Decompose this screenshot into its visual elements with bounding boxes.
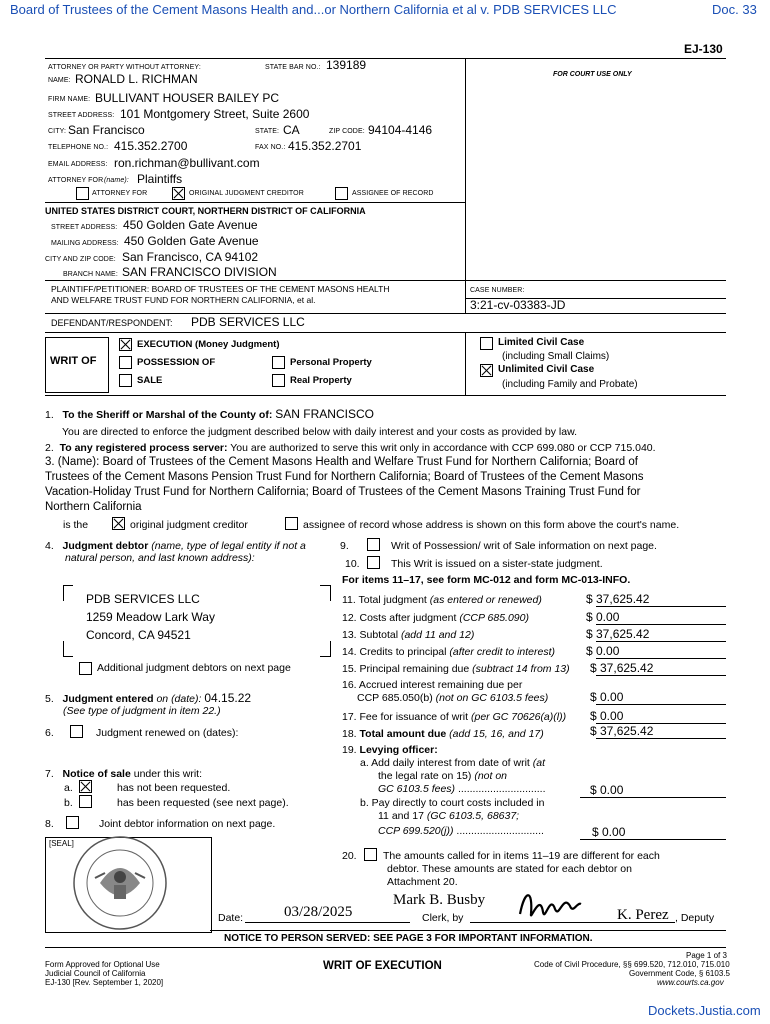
top-rule xyxy=(45,58,726,59)
item-19b-text2: 11 and 17 xyxy=(378,810,424,822)
item-13-line xyxy=(596,641,726,642)
attorney-label: ATTORNEY OR PARTY WITHOUT ATTORNEY: xyxy=(48,64,201,71)
item-10-text: This Writ is issued on a sister-state judgment. xyxy=(391,558,603,570)
item-16-line1: 16. Accrued interest remaining due per xyxy=(342,679,523,691)
bracket-br-v xyxy=(330,641,331,657)
attorney-state: CA xyxy=(283,123,300,137)
item-9-num: 9. xyxy=(340,540,349,552)
item-9-text: Writ of Possession/ writ of Sale information on next page. xyxy=(391,540,657,552)
item-7b-text: has been requested (see next page). xyxy=(117,797,289,809)
date-line xyxy=(245,922,410,923)
item-7a-text: has not been requested. xyxy=(117,782,231,794)
item-17 xyxy=(342,711,566,723)
bracket-tr-v xyxy=(330,585,331,601)
item-2-num: 2. xyxy=(45,442,54,454)
item-19-label: Levying officer: xyxy=(359,744,438,756)
item-19a-underline xyxy=(580,797,726,798)
court-mailing-label: MAILING ADDRESS: xyxy=(51,240,119,247)
item-14-desc: (after credit to interest) xyxy=(449,646,556,658)
debtor-name: PDB SERVICES LLC xyxy=(86,592,200,606)
item-12-value: $ 0.00 xyxy=(586,610,620,624)
bracket-tl-v xyxy=(63,585,64,601)
item-19 xyxy=(342,744,438,756)
street-label: STREET ADDRESS: xyxy=(48,112,115,119)
item-19a-text1-i: (at xyxy=(532,757,546,769)
item-7-num: 7. xyxy=(45,768,54,780)
item-19b-value: $ 0.00 xyxy=(592,825,626,839)
court-city-label: CITY AND ZIP CODE: xyxy=(45,256,116,263)
item-5-label: Judgment entered xyxy=(62,693,154,705)
item-11-line xyxy=(596,606,726,607)
item-14-line xyxy=(596,658,726,659)
bar-number: 139189 xyxy=(326,58,367,72)
opt-original-label: ORIGINAL JUDGMENT CREDITOR xyxy=(189,190,304,197)
limited-civil-checkbox[interactable] xyxy=(480,337,493,350)
defendant-label: DEFENDANT/RESPONDENT: xyxy=(51,318,173,328)
court-use-label: FOR COURT USE ONLY xyxy=(553,71,632,78)
case-number-label: CASE NUMBER: xyxy=(470,287,525,294)
notice-requested-checkbox[interactable] xyxy=(79,795,92,808)
personal-property-label: Personal Property xyxy=(290,357,372,368)
firm-label: FIRM NAME: xyxy=(48,96,91,103)
item-5-num: 5. xyxy=(45,693,54,705)
item-18-num: 18. xyxy=(342,728,357,740)
rule-court-bottom xyxy=(45,280,726,281)
plaintiff-line1 xyxy=(51,284,390,294)
assignee-item3-label: assignee of record whose address is shown on this form above the court's name. xyxy=(303,519,680,531)
item-4-desc2: natural person, and last known address): xyxy=(65,552,255,564)
joint-debtor-checkbox[interactable] xyxy=(66,816,79,829)
clerk-name: Mark B. Busby xyxy=(393,892,486,908)
attorney-fax: 415.352.2701 xyxy=(288,139,362,153)
amounts-different-checkbox[interactable] xyxy=(364,848,377,861)
item-2-label: To any registered process server: xyxy=(59,442,228,454)
notice-text: NOTICE TO PERSON SERVED: SEE PAGE 3 FOR IMPORTANT INFORMATION. xyxy=(224,933,593,944)
item-19a-text3: GC 6103.5 fees) xyxy=(378,783,456,795)
real-property-label: Real Property xyxy=(290,375,352,386)
original-creditor-checkbox[interactable] xyxy=(172,187,185,200)
item-19b-line1: b. Pay directly to court costs included in xyxy=(360,797,545,809)
item-1-label: To the Sheriff or Marshal of the County of: xyxy=(62,409,273,421)
state-label: STATE: xyxy=(255,128,280,135)
court-title: UNITED STATES DISTRICT COURT, NORTHERN DISTRICT OF CALIFORNIA xyxy=(45,206,366,216)
item-19b-text2-i: (GC 6103.5, 68637; xyxy=(426,810,520,822)
clerk-by-label: Clerk, by xyxy=(422,912,464,924)
item-17-desc: (per GC 70626(a)(l)) xyxy=(470,711,567,723)
document-number[interactable]: Doc. 33 xyxy=(712,2,757,17)
item-15-label: 15. Principal remaining due xyxy=(342,663,470,675)
item-15-desc: (subtract 14 from 13) xyxy=(472,663,570,675)
item-17-label: 17. Fee for issuance of writ xyxy=(342,711,469,723)
item-19a-dots: .............................. xyxy=(457,783,546,795)
case-number: 3:21-cv-03383-JD xyxy=(470,298,566,312)
item-2-text: You are authorized to serve this writ only in accordance with CCP 699.080 or CCP 715.040. xyxy=(230,442,656,454)
notice-not-requested-checkbox[interactable] xyxy=(79,780,92,793)
item-19b-line2 xyxy=(378,810,519,822)
item-13 xyxy=(342,629,474,641)
email-label: EMAIL ADDRESS: xyxy=(48,161,108,168)
footer-title: WRIT OF EXECUTION xyxy=(323,960,442,972)
item-20-line1: The amounts called for in items 11–19 are different for each xyxy=(383,850,660,862)
item-20-line3: Attachment 20. xyxy=(387,876,458,888)
footer-left-2: Judicial Council of California xyxy=(45,969,146,978)
item-11-desc: (as entered or renewed) xyxy=(429,594,542,606)
item-19a-text2-i: (not on xyxy=(474,770,508,782)
item-1 xyxy=(45,407,374,421)
item-16-underline xyxy=(596,704,726,705)
court-use-divider xyxy=(465,58,466,313)
item-4-desc1: (name, type of legal entity if not a xyxy=(151,540,306,552)
real-property-checkbox[interactable] xyxy=(272,374,285,387)
item-12-label: 12. Costs after judgment xyxy=(342,612,457,624)
item-14 xyxy=(342,646,555,658)
item-5 xyxy=(45,691,251,705)
form-id: EJ-130 xyxy=(684,42,723,56)
item-19a-line1 xyxy=(360,757,545,769)
attorney-for-checkbox[interactable] xyxy=(76,187,89,200)
unlimited-civil-sub: (including Family and Probate) xyxy=(502,379,638,390)
rule-writ-bottom xyxy=(45,395,726,396)
sister-state-checkbox[interactable] xyxy=(367,556,380,569)
writ-divider xyxy=(465,332,466,395)
court-street: 450 Golden Gate Avenue xyxy=(123,218,258,232)
footer-right-3: www.courts.ca.gov xyxy=(657,978,724,987)
item-12-desc: (CCP 685.090) xyxy=(459,612,529,624)
zip-label: ZIP CODE: xyxy=(329,128,365,135)
court-mailing: 450 Golden Gate Avenue xyxy=(124,234,259,248)
item-4-label: Judgment debtor xyxy=(62,540,149,552)
court-branch-label: BRANCH NAME: xyxy=(63,271,118,278)
limited-civil-label: Limited Civil Case xyxy=(498,337,585,348)
page-header-title[interactable]: Board of Trustees of the Cement Masons Health and...or Northern California et al v. PDB SERVICES LLC xyxy=(10,2,617,17)
attorney-for-name-label: (name): xyxy=(104,177,129,184)
opt-attorney-label: ATTORNEY FOR xyxy=(92,190,148,197)
item-15-value: $ 37,625.42 xyxy=(590,661,654,675)
item-16-desc: (not on GC 6103.5 fees) xyxy=(435,692,549,704)
item-6-num: 6. xyxy=(45,727,54,739)
item-20-line2: debtor. These amounts are stated for each debtor on xyxy=(387,863,632,875)
bracket-tr-h xyxy=(320,585,330,586)
item-18-label: Total amount due xyxy=(359,728,447,740)
notice-rule xyxy=(210,930,726,931)
debtor-city: Concord, CA 94521 xyxy=(86,628,191,642)
attorney-street: 101 Montgomery Street, Suite 2600 xyxy=(120,107,310,121)
item-10-num: 10. xyxy=(345,558,360,570)
footer-left-1: Form Approved for Optional Use xyxy=(45,960,160,969)
rule-attorney-bottom xyxy=(45,202,465,203)
item-19b-text3: CCP 699.520(j)) xyxy=(378,825,454,837)
item-11-value: $ 37,625.42 xyxy=(586,592,650,606)
date-label: Date: xyxy=(218,912,244,924)
plaintiff-name-1: BOARD OF TRUSTEES OF THE CEMENT MASONS HEALTH xyxy=(151,284,390,294)
attorney-for-name: Plaintiffs xyxy=(137,172,183,186)
item-18-desc: (add 15, 16, and 17) xyxy=(449,728,544,740)
plaintiff-name-2: AND WELFARE TRUST FUND FOR NORTHERN CALIFORNIA, et al. xyxy=(51,295,316,305)
possession-label: POSSESSION OF xyxy=(137,357,216,368)
item-7 xyxy=(45,768,202,780)
item-13-value: $ 37,625.42 xyxy=(586,627,650,641)
item-15-line xyxy=(596,675,726,676)
execution-label: EXECUTION (Money Judgment) xyxy=(137,339,280,350)
sale-label: SALE xyxy=(137,375,163,386)
attorney-tel: 415.352.2700 xyxy=(114,139,188,153)
item-19a-text2: the legal rate on 15) xyxy=(378,770,472,782)
attorney-zip: 94104-4146 xyxy=(368,123,433,137)
item-11 xyxy=(342,594,542,606)
defendant-name: PDB SERVICES LLC xyxy=(191,315,305,329)
seal-label: [SEAL] xyxy=(49,839,74,848)
judgment-date: 04.15.22 xyxy=(204,691,252,705)
item-8-text: Joint debtor information on next page. xyxy=(99,818,276,830)
item-4-num: 4. xyxy=(45,540,54,552)
footer-left-3: EJ-130 [Rev. September 1, 2020] xyxy=(45,978,164,987)
item-11-label: 11. Total judgment xyxy=(342,594,427,606)
name-label: NAME: xyxy=(48,77,71,84)
footer-page: Page 1 of 3 xyxy=(686,951,727,960)
bracket-bl-v xyxy=(63,641,64,657)
item-16-line2 xyxy=(357,692,548,704)
item-20-num: 20. xyxy=(342,850,357,862)
item-18-value: $ 37,625.42 xyxy=(590,724,654,738)
footer-right-1: Code of Civil Procedure, §§ 699.520, 712.010, 715.010 xyxy=(534,960,730,969)
item-14-value: $ 0.00 xyxy=(586,644,620,658)
court-street-label: STREET ADDRESS: xyxy=(51,224,118,231)
footer-right-2: Government Code, § 6103.5 xyxy=(629,969,730,978)
item-13-desc: (add 11 and 12) xyxy=(400,629,475,641)
item-8-num: 8. xyxy=(45,818,54,830)
watermark-link[interactable]: Dockets.Justia.com xyxy=(648,1003,761,1018)
unlimited-civil-label: Unlimited Civil Case xyxy=(498,364,595,375)
item-18 xyxy=(342,728,544,740)
item-1-num: 1. xyxy=(45,409,54,421)
item-5-sub: (See type of judgment in item 22.) xyxy=(63,705,221,717)
item-7b-letter: b. xyxy=(64,797,73,809)
deputy-label: , Deputy xyxy=(675,912,715,924)
bar-label: STATE BAR NO.: xyxy=(265,64,321,71)
attorney-for-label: ATTORNEY FOR xyxy=(48,177,104,184)
county-name: SAN FRANCISCO xyxy=(275,407,374,421)
city-label: CITY: xyxy=(48,128,67,135)
item-17-value: $ 0.00 xyxy=(590,709,624,723)
original-creditor-item3-checkbox[interactable] xyxy=(112,517,125,530)
item-19a-line3 xyxy=(378,783,546,795)
sale-checkbox[interactable] xyxy=(119,374,132,387)
execution-checkbox[interactable] xyxy=(119,338,132,351)
item-19b-dots: .............................. xyxy=(456,825,544,837)
item-19-num: 19. xyxy=(342,744,357,756)
item-12 xyxy=(342,612,529,624)
court-city: San Francisco, CA 94102 xyxy=(122,250,259,264)
court-branch: SAN FRANCISCO DIVISION xyxy=(122,265,277,279)
possession-info-checkbox[interactable] xyxy=(367,538,380,551)
item-14-label: 14. Credits to principal xyxy=(342,646,447,658)
assignee-item3-checkbox[interactable] xyxy=(285,517,298,530)
possession-checkbox[interactable] xyxy=(119,356,132,369)
item-19b-line3 xyxy=(378,825,544,837)
item-5-on: on (date): xyxy=(156,693,202,705)
debtor-street: 1259 Meadow Lark Way xyxy=(86,610,215,624)
assignee-checkbox[interactable] xyxy=(335,187,348,200)
fax-label: FAX NO.: xyxy=(255,144,286,151)
bracket-bl-h xyxy=(63,656,73,657)
footer-rule xyxy=(45,947,726,948)
item-2 xyxy=(45,442,656,454)
clerk-signature-image xyxy=(515,884,585,924)
items-ref: For items 11–17, see form MC-012 and form MC-013-INFO. xyxy=(342,574,631,586)
court-seal-image xyxy=(65,833,175,933)
item-4 xyxy=(45,540,306,552)
item-15 xyxy=(342,663,570,675)
firm-name: BULLIVANT HOUSER BAILEY PC xyxy=(95,91,280,105)
original-creditor-item3-label: original judgment creditor xyxy=(130,519,248,531)
item-7-label: Notice of sale xyxy=(62,768,131,780)
item-1-text: You are directed to enforce the judgment described below with daily interest and your costs as provided by law. xyxy=(62,426,577,438)
unlimited-civil-checkbox[interactable] xyxy=(480,364,493,377)
judgment-renewed-checkbox[interactable] xyxy=(70,725,83,738)
rule-defendant-bottom xyxy=(45,332,726,333)
opt-assignee-label: ASSIGNEE OF RECORD xyxy=(352,190,434,197)
attorney-email: ron.richman@bullivant.com xyxy=(114,156,260,170)
rule-plaintiff-bottom xyxy=(45,313,726,314)
bracket-br-h xyxy=(320,656,330,657)
item-18-line xyxy=(596,738,726,739)
item-3-line4: Northern California xyxy=(45,501,142,513)
item-19a-line2 xyxy=(378,770,507,782)
item-3-line1: 3. (Name): Board of Trustees of the Cement Masons Health and Welfare Trust Fund for Northern California; Board of xyxy=(45,456,638,468)
plaintiff-label: PLAINTIFF/PETITIONER: xyxy=(51,284,150,294)
item-19a-text1: a. Add daily interest from date of writ xyxy=(360,757,530,769)
additional-debtors-label: Additional judgment debtors on next page xyxy=(97,662,291,674)
bracket-tl-h xyxy=(63,585,73,586)
attorney-name: RONALD L. RICHMAN xyxy=(75,72,198,86)
item-19b-underline xyxy=(580,839,726,840)
additional-debtors-checkbox[interactable] xyxy=(79,662,92,675)
issued-date: 03/28/2025 xyxy=(284,904,353,920)
item-12-line xyxy=(596,624,726,625)
item-3-line3: Vacation-Holiday Trust Fund for Northern California; Board of Trustees of the Cement Masons Training Trust Fund for xyxy=(45,486,641,498)
item-16-value: $ 0.00 xyxy=(590,690,624,704)
item-3-line2: Trustees of the Cement Masons Pension Trust Fund for Northern California; Board of Trustees of the Cement Masons xyxy=(45,471,644,483)
limited-civil-sub: (including Small Claims) xyxy=(502,351,610,362)
item-13-label: 13. Subtotal xyxy=(342,629,399,641)
item-19a-value: $ 0.00 xyxy=(590,783,624,797)
item-7-under: under this writ: xyxy=(133,768,203,780)
item-6-text: Judgment renewed on (dates): xyxy=(96,727,239,739)
item-16-ref: CCP 685.050(b) xyxy=(357,692,433,704)
attorney-city: San Francisco xyxy=(68,123,145,137)
tel-label: TELEPHONE NO.: xyxy=(48,144,109,151)
personal-property-checkbox[interactable] xyxy=(272,356,285,369)
is-the-label: is the xyxy=(63,519,89,531)
deputy-name: K. Perez xyxy=(617,907,669,923)
item-7a-letter: a. xyxy=(64,782,73,794)
writ-of-label: WRIT OF xyxy=(50,355,97,367)
